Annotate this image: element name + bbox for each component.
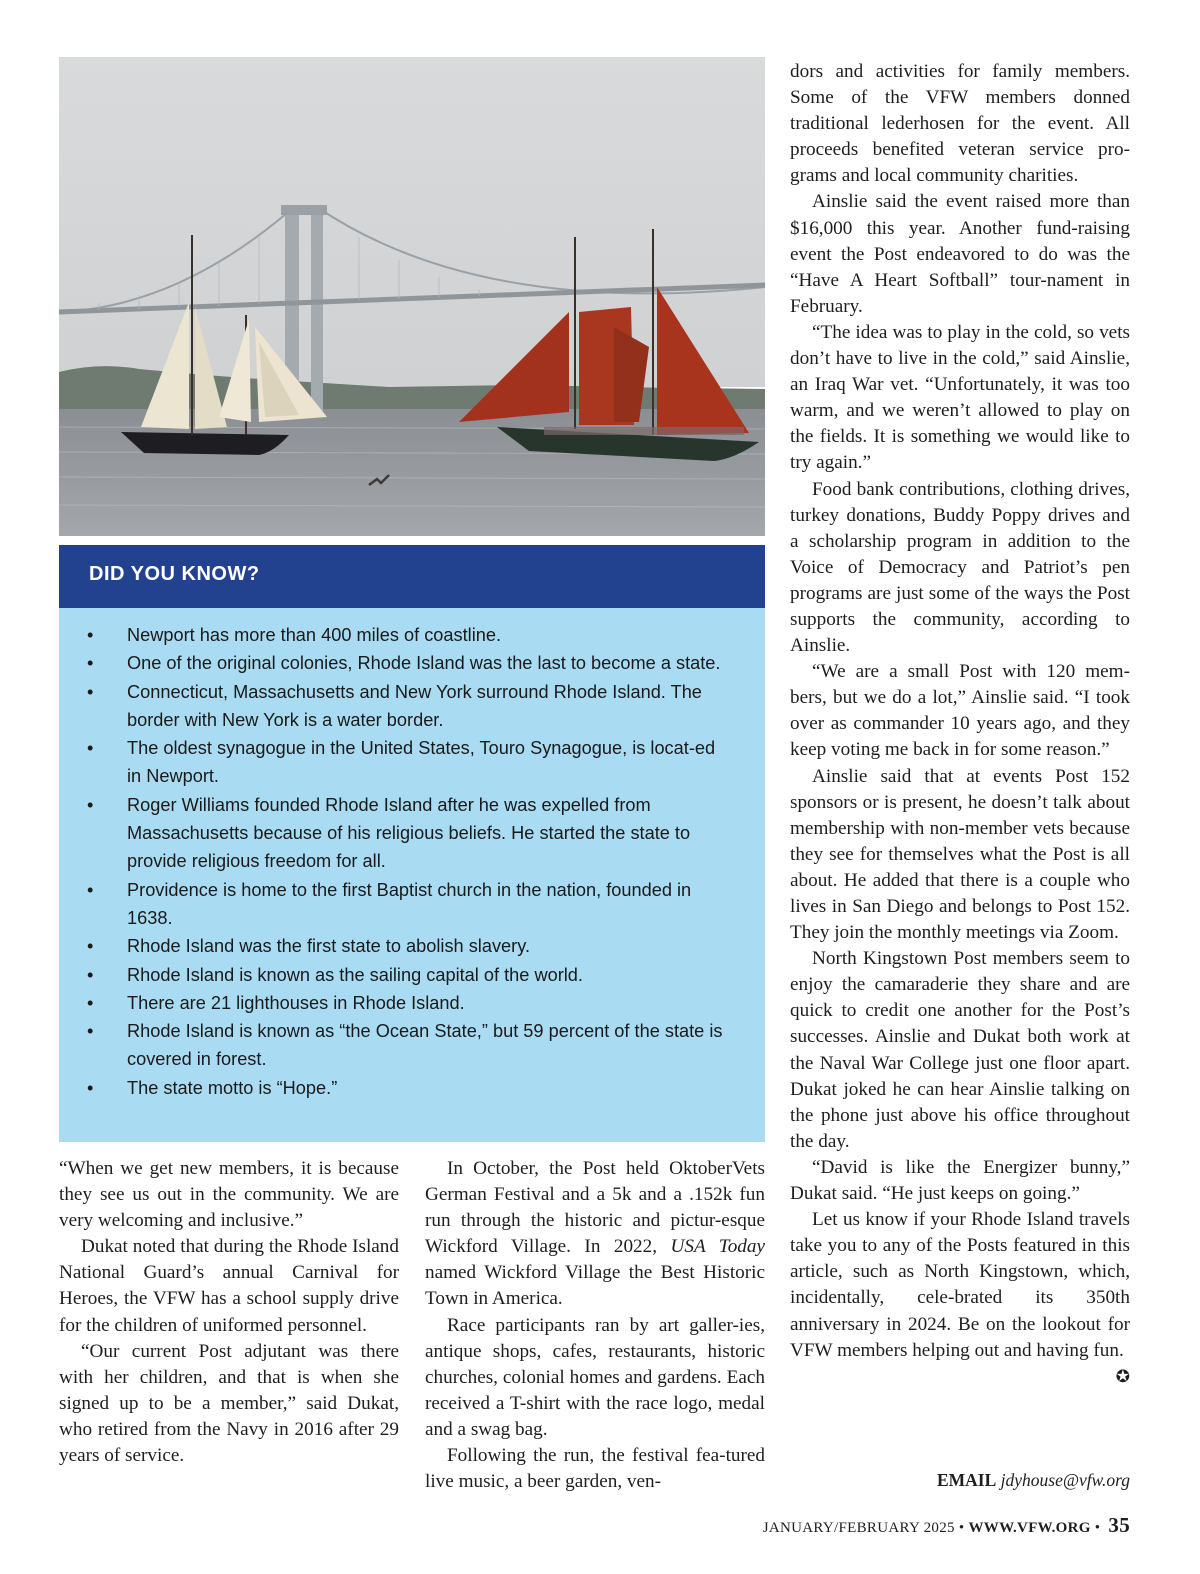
paragraph: Food bank contributions, clothing drives, turkey donations, Buddy Poppy drives and a scholarship program in addition to the Voice of Democracy and Patriot’s pen programs are just some of the ways the Post supports the community, according to Ainslie. xyxy=(790,478,1130,657)
paragraph: Ainslie said that at events Post 152 sponsors or is present, he doesn’t talk about membership with non-member vets because they see for themselves what the Post is all about. He added that there is a couple who lives in San Diego and belongs to Post 152. They join the monthly meetings via Zoom. xyxy=(790,765,1130,944)
fact-text: Rhode Island is known as “the Ocean State,” but 59 percent of the state is covered in forest. xyxy=(127,1021,723,1070)
email-label: EMAIL xyxy=(936,1470,997,1490)
paragraph: “When we get new members, it is because they see us out in the community. We are very welcoming and inclusive.” xyxy=(59,1158,399,1232)
website-link[interactable]: WWW.VFW.ORG xyxy=(968,1520,1091,1536)
page-footer xyxy=(763,1513,1130,1538)
paragraph: Following the run, the festival fea-tured live music, a beer garden, ven- xyxy=(425,1445,765,1493)
paragraph-text: named Wickford Village the Best Historic Town in America. xyxy=(425,1262,765,1310)
bullet-icon: • xyxy=(87,738,94,759)
did-you-know-header xyxy=(59,545,765,608)
did-you-know-box xyxy=(59,608,765,1142)
fact-item xyxy=(59,932,765,960)
paragraph: Ainslie said the event raised more than $16,000 this year. Another fund-raising event the Post endeavored to do was the “Have A Heart Softball” tour-nament in February. xyxy=(790,191,1130,317)
bullet-icon: • xyxy=(87,964,94,985)
fact-text: The oldest synagogue in the United States, Touro Synagogue, is locat-ed in Newport. xyxy=(127,738,716,787)
article-column-3 xyxy=(790,59,1130,1390)
fact-item xyxy=(59,1074,765,1102)
fact-text: Rhode Island is known as the sailing capital of the world. xyxy=(127,964,583,985)
paragraph: Dukat noted that during the Rhode Island National Guard’s annual Carnival for Heroes, the VFW has a school supply drive for the children of uniformed personnel. xyxy=(59,1236,399,1336)
fact-item xyxy=(59,791,765,876)
fact-list xyxy=(59,621,765,1102)
fact-text: Rhode Island was the first state to abolish slavery. xyxy=(127,936,531,957)
paragraph-text: Let us know if your Rhode Island travels take you to any of the Posts featured in this article, such as North Kingstown, which, incidentally, cele-brated its 350th anniversary in 2024. Be on the lookout for VFW members helping out and having fun. xyxy=(790,1209,1130,1361)
publication-name: USA Today xyxy=(670,1236,766,1258)
bullet-icon: • xyxy=(87,936,94,957)
paragraph: North Kingstown Post members seem to enjoy the camaraderie they share and are quick to credit one another for the Post’s successes. Ainslie and Dukat both work at the Naval War College just one floor apart. Dukat joked he can hear Ainslie talking on the phone just above his office throughout the day. xyxy=(790,948,1130,1152)
page-number: 35 xyxy=(1108,1513,1130,1537)
footer-separator: • xyxy=(958,1520,965,1536)
fact-text: There are 21 lighthouses in Rhode Island. xyxy=(127,992,465,1013)
photo-illustration xyxy=(59,57,765,536)
paragraph: “Our current Post adjutant was there with her children, and that is when she signed up to be a member,” said Dukat, who retired from the Navy in 2016 after 29 years of service. xyxy=(59,1340,399,1467)
fact-item xyxy=(59,1017,765,1074)
did-you-know-title: DID YOU KNOW? xyxy=(89,563,260,585)
email-address-link[interactable]: jdyhouse@vfw.org xyxy=(1000,1470,1130,1490)
bullet-icon: • xyxy=(87,879,94,900)
paragraph-text: In October, the Post held OktoberVets German Festival and a 5k and a .152k fun run through the historic and pictur-esque Wickford Village. In 2022, xyxy=(425,1158,765,1258)
paragraph: “We are a small Post with 120 mem-bers, but we do a lot,” Ainslie said. “I took over as commander 10 years ago, and they keep voting me back in for some reason.” xyxy=(790,661,1130,761)
end-mark-icon: ✪ xyxy=(1115,1366,1130,1387)
bullet-icon: • xyxy=(87,681,94,702)
paragraph xyxy=(425,1156,765,1313)
author-email xyxy=(937,1470,1130,1491)
bullet-icon: • xyxy=(87,1021,94,1042)
fact-text: Connecticut, Massachusetts and New York surround Rhode Island. The border with New York is a water border. xyxy=(127,681,702,730)
fact-text: One of the original colonies, Rhode Island was the last to become a state. xyxy=(127,653,721,674)
fact-item xyxy=(59,961,765,989)
article-column-2 xyxy=(425,1156,765,1495)
fact-text: Providence is home to the first Baptist church in the nation, founded in 1638. xyxy=(127,879,692,928)
article-column-1 xyxy=(59,1156,399,1469)
bullet-icon: • xyxy=(87,625,94,645)
bullet-icon: • xyxy=(87,794,94,815)
fact-text: The state motto is “Hope.” xyxy=(127,1077,338,1098)
bullet-icon: • xyxy=(87,1077,94,1098)
paragraph: dors and activities for family members. Some of the VFW members donned traditional lederhosen for the event. All proceeds benefited veteran service pro-grams and local community charities. xyxy=(790,61,1130,187)
bullet-icon: • xyxy=(87,653,94,674)
fact-item xyxy=(59,621,765,649)
fact-item xyxy=(59,989,765,1017)
fact-item xyxy=(59,876,765,933)
issue-date: JANUARY/FEBRUARY 2025 xyxy=(762,1520,955,1536)
footer-separator: • xyxy=(1094,1520,1101,1536)
paragraph xyxy=(790,1207,1130,1387)
bullet-icon: • xyxy=(87,992,94,1013)
fact-item xyxy=(59,734,765,791)
paragraph: “The idea was to play in the cold, so vets don’t have to live in the cold,” said Ainslie, an Iraq War vet. “Unfortunately, it was too warm, and we weren’t allowed to play on the fields. It is something we would like to try again.” xyxy=(790,321,1130,474)
fact-item xyxy=(59,678,765,735)
paragraph: Race participants ran by art galler-ies, antique shops, cafes, restaurants, historic churches, colonial homes and gardens. Each received a T-shirt with the race logo, medal and a swag bag. xyxy=(425,1314,765,1440)
fact-text: Newport has more than 400 miles of coastline. xyxy=(127,625,502,645)
paragraph: “David is like the Energizer bunny,” Dukat said. “He just keeps on going.” xyxy=(790,1156,1130,1205)
fact-text: Roger Williams founded Rhode Island after he was expelled from Massachusetts because of his religious beliefs. He started the state to provide religious freedom for all. xyxy=(127,794,691,872)
sailboats-under-bridge-photo xyxy=(59,57,765,536)
fact-item xyxy=(59,649,765,677)
